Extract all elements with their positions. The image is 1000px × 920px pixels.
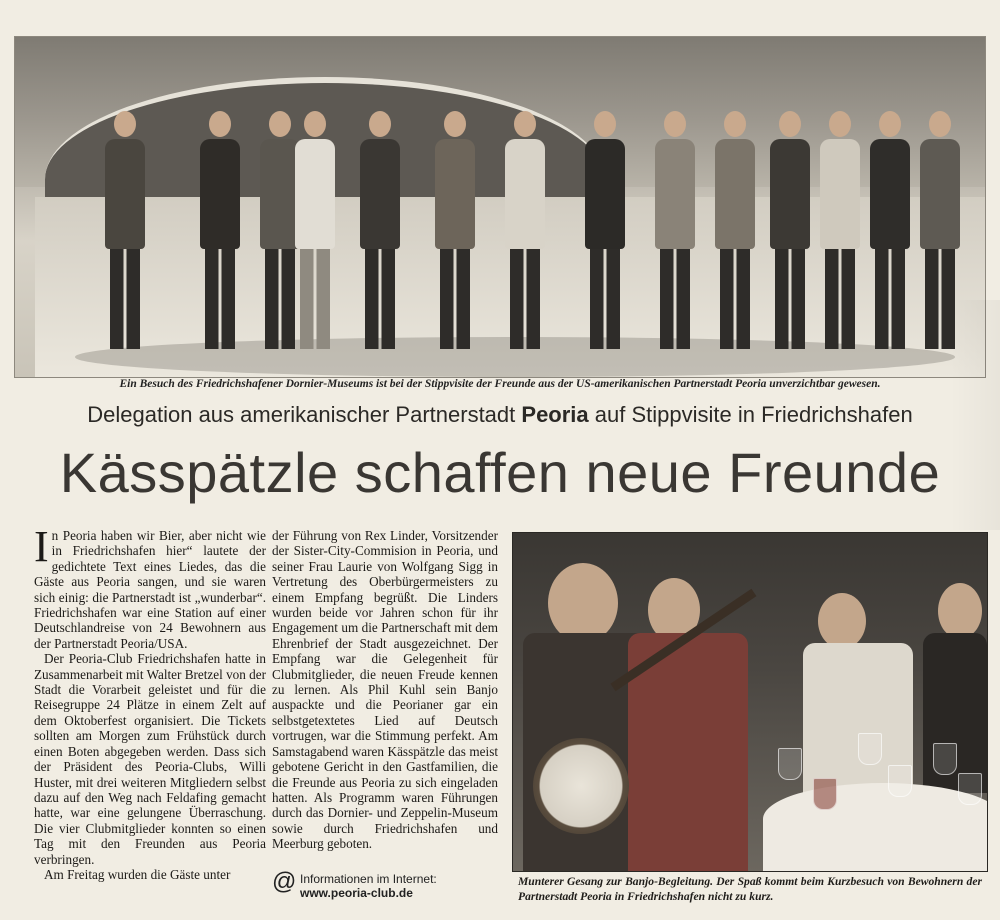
- person-figure: [820, 111, 860, 349]
- banjo-party-photo: [512, 532, 988, 872]
- person-figure: [200, 111, 240, 349]
- article-column-2: [272, 528, 498, 852]
- person-figure: [715, 111, 755, 349]
- person-figure: [870, 111, 910, 349]
- person-figure: [360, 111, 400, 349]
- person-figure: [435, 111, 475, 349]
- paragraph-text: n Peoria haben wir Bier, aber nicht wie in Friedrichshafen hier“ lautete der gedichtete Text eines Liedes, das die Gäste aus Peoria sangen, und sie waren sich einig: die Partnerstadt ist „wunderbar“. Friedrichshafen war eine Station auf einer Deutschlandreise von 24 Bewohnern aus der Partnerstadt Peoria/USA.: [34, 528, 266, 651]
- info-url-link[interactable]: www.peoria-club.de: [300, 886, 413, 900]
- paragraph: der Führung von Rex Linder, Vorsitzender der Sister-City-Commision in Peoria, und seiner Frau Laurie von Wolfgang Sigg in Vertretung des Oberbürgermeisters zu einem Empfang begrüßt. Die Linders wurden beide vor Jahren schon für ihr Engagement um die Partnerschaft mit dem Ehrenbrief der Stadt ausgezeichnet. Der Empfang war die Gelegenheit für Clubmitglieder, die neuen Freude kennen zu lernen. Als Phil Kuhl sein Banjo auspackte und die Peorianer gar ein selbstgetextetes Lied auf Deutsch vortrugen, war die Stimmung perfekt. Am Samstagabend waren Kässpätzle das meist gebotene Gericht in den Gastfamilien, die die Freunde aus Peoria zu sich eingeladen hatten. Als Programm waren Führungen durch das Dornier- und Zeppelin-Museum sowie durch Friedrichshafen und Meerburg geboten.: [272, 528, 498, 852]
- info-label: Informationen im Internet:: [300, 872, 437, 886]
- person-figure: [295, 111, 335, 349]
- drop-cap: I: [34, 522, 49, 571]
- paragraph: Am Freitag wurden die Gäste unter: [44, 866, 231, 882]
- subheadline-bold: Peoria: [521, 402, 589, 427]
- wine-glass-icon: [888, 765, 912, 797]
- man-singing-head: [548, 563, 618, 643]
- subheadline: [0, 402, 1000, 428]
- person-figure: [105, 111, 145, 349]
- bottom-photo-caption: Munterer Gesang zur Banjo-Begleitung. Der Spaß kommt beim Kurzbesuch von Bewohnern der Partnerstadt Peoria in Friedrichshafen nicht zu kurz.: [518, 875, 982, 903]
- person-figure: [770, 111, 810, 349]
- subheadline-part-1: Delegation aus amerikanischer Partnerstadt: [87, 402, 522, 427]
- wine-glass-icon: [958, 773, 982, 805]
- subheadline-part-2: auf Stippvisite in Friedrichshafen: [588, 402, 913, 427]
- group-photo-dornier-museum: [14, 36, 986, 378]
- older-man-head: [938, 583, 982, 639]
- top-photo-caption: Ein Besuch des Friedrichshafener Dornier-Museums ist bei der Stippvisite der Freunde aus der US-amerikanischen Partnerstadt Peoria unverzichtbar gewesen.: [119, 378, 881, 390]
- person-figure: [655, 111, 695, 349]
- woman-head: [818, 593, 866, 649]
- paragraph: [34, 522, 266, 651]
- banjo-icon: [533, 738, 629, 834]
- carafe-icon: [813, 778, 837, 810]
- wine-glass-icon: [778, 748, 802, 780]
- table-with-glasses: [763, 783, 988, 872]
- wine-glass-icon: [858, 733, 882, 765]
- article-column-1: [34, 522, 266, 882]
- paragraph: Der Peoria-Club Friedrichshafen hatte in Zusammenarbeit mit Walter Bretzel von der Stadt die Vorarbeit geleistet und für die Reisegruppe 24 Plätze in einem Zelt auf dem Oktoberfest organisiert. Die Tickets sollten am Morgen zum Frühstück durch einen Boten abgegeben werden. Dass sich der Präsident des Peoria-Clubs, Willi Huster, mit drei weiteren Mitgliedern selbst dazu auf den Weg nach Feldafing gemacht hatte, war eine gelungene Überraschung. Die vier Clubmitglieder konnten so einen Tag mit den Freunden aus Peoria verbringen.: [34, 651, 266, 867]
- adjacent-article-edge: [950, 300, 1000, 530]
- person-figure: [585, 111, 625, 349]
- at-sign-icon: @: [272, 868, 297, 895]
- headline: Kässpätzle schaffen neue Freunde: [59, 441, 941, 504]
- person-figure: [260, 111, 300, 349]
- wine-glass-icon: [933, 743, 957, 775]
- person-figure: [505, 111, 545, 349]
